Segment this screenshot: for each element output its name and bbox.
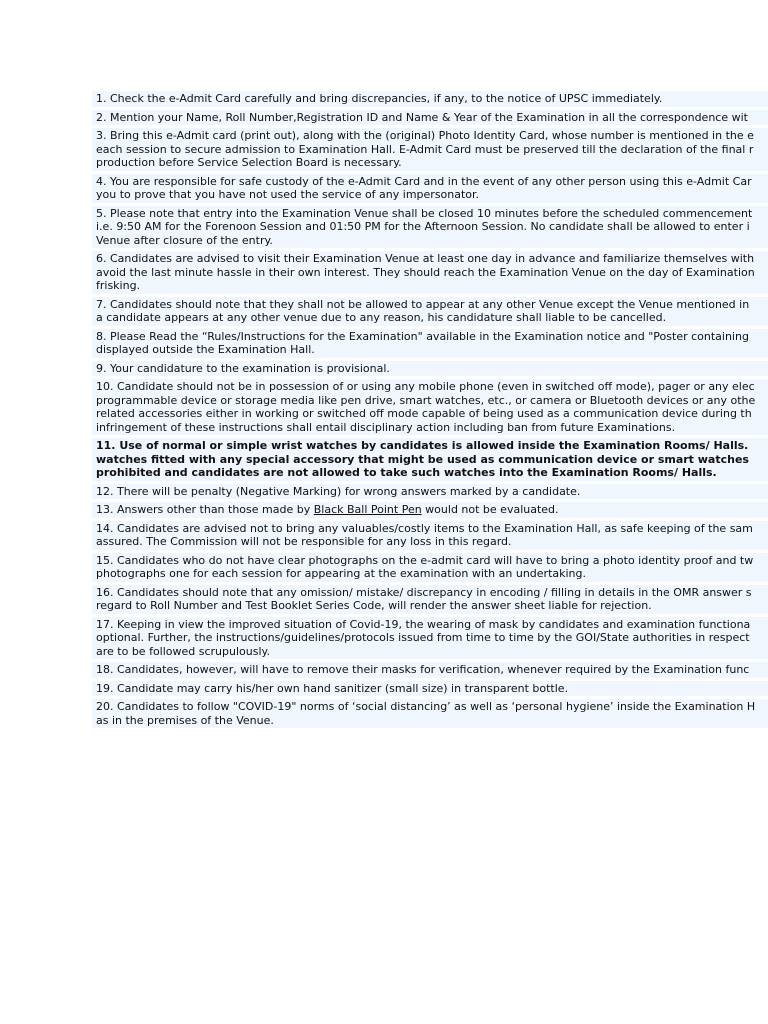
instruction-item-10: [92, 379, 768, 435]
instruction-text: regard to Roll Number and Test Booklet Series Code, will render the answer sheet liable for rejection.: [96, 599, 652, 612]
instruction-text: 16. Candidates should note that any omission/ mistake/ discrepancy in encoding / filling in details in the OMR answer s: [96, 585, 752, 599]
instructions-list: [92, 91, 768, 731]
instruction-text: Venue after closure of the entry.: [96, 233, 273, 247]
instruction-text: 15. Candidates who do not have clear photographs on the e-admit card will have to bring a photo identity proof and tw: [96, 553, 754, 567]
instruction-text: assured. The Commission will not be responsible for any loss in this regard.: [96, 535, 512, 548]
instruction-text: 6. Candidates are advised to visit their Examination Venue at least one day in advance and familiarize themselves with: [96, 252, 755, 265]
instruction-text: 17. Keeping in view the improved situation of Covid-19, the wearing of mask by candidates and examination functiona: [96, 617, 751, 631]
instruction-text: [96, 503, 764, 517]
instruction-text: 14. Candidates are advised not to bring any valuables/costly items to the Examination Hall, as safe keeping of the sam: [96, 521, 753, 535]
instruction-item-11: [92, 438, 768, 481]
instruction-text: as in the premises of the Venue.: [96, 713, 274, 727]
instruction-text: 5. Please note that entry into the Examination Venue shall be closed 10 minutes before the scheduled commencement: [96, 206, 753, 220]
instruction-text: avoid the last minute hassle in their own interest. They should reach the Examination Venue on the day of Examination: [96, 265, 755, 279]
instruction-text: prohibited and candidates are not allowed to take such watches into the Examination Rooms/ Halls.: [96, 466, 717, 479]
instruction-item-14: [92, 521, 768, 550]
instruction-text: 3. Bring this e-Admit card (print out), along with the (original) Photo Identity Card, whose number is mentioned in the e: [96, 129, 754, 142]
instruction-item-6: [92, 251, 768, 294]
instruction-text: 4. You are responsible for safe custody of the e-Admit Card and in the event of any other person using this e-Admit Car: [96, 174, 752, 188]
instruction-item-16: [92, 585, 768, 614]
instruction-text-part: would not be evaluated.: [421, 503, 559, 516]
instruction-item-12: [92, 484, 768, 500]
instruction-text: frisking.: [96, 279, 141, 292]
instruction-text: a candidate appears at any other venue due to any reason, his candidature shall liable to be cancelled.: [96, 311, 667, 324]
instruction-item-7: [92, 297, 768, 326]
instruction-item-19: [92, 681, 768, 697]
instruction-item-1: [92, 91, 768, 107]
instruction-text: i.e. 9:50 AM for the Forenoon Session and 01:50 PM for the Afternoon Session. No candidate shall be allowed to enter i: [96, 220, 750, 233]
instruction-text: programmable device or storage media like pen drive, smart watches, etc., or camera or Bluetooth devices or any othe: [96, 393, 756, 407]
underlined-pen-type: Black Ball Point Pen: [313, 503, 422, 516]
instruction-text: 9. Your candidature to the examination is provisional.: [96, 361, 390, 375]
instruction-item-8: [92, 329, 768, 358]
instruction-text: optional. Further, the instructions/guidelines/protocols issued from time to time by the GOI/State authorities in respect: [96, 631, 750, 644]
instruction-text: infringement of these instructions shall entail disciplinary action including ban from future Examinations.: [96, 420, 676, 434]
instruction-item-20: [92, 699, 768, 728]
instruction-text: 11. Use of normal or simple wrist watches by candidates is allowed inside the Examination Rooms/ Halls.: [96, 439, 749, 452]
instruction-text: 1. Check the e-Admit Card carefully and bring discrepancies, if any, to the notice of UPSC immediately.: [96, 92, 663, 105]
instruction-item-13: [92, 502, 768, 518]
instruction-item-18: [92, 662, 768, 678]
instruction-text: 20. Candidates to follow "COVID-19" norms of ‘social distancing’ as well as ‘personal hygiene’ inside the Examination H: [96, 700, 756, 713]
instruction-text: you to prove that you have not used the service of any impersonator.: [96, 188, 480, 201]
instruction-item-17: [92, 617, 768, 660]
instruction-text: 19. Candidate may carry his/her own hand sanitizer (small size) in transparent bottle.: [96, 681, 569, 695]
instruction-text: each session to secure admission to Examination Hall. E-Admit Card must be preserved till the declaration of the final r: [96, 142, 754, 156]
instruction-text: displayed outside the Examination Hall.: [96, 343, 315, 356]
instruction-text: 12. There will be penalty (Negative Marking) for wrong answers marked by a candidate.: [96, 484, 581, 498]
instruction-text: 2. Mention your Name, Roll Number,Registration ID and Name & Year of the Examination in all the correspondence wit: [96, 110, 748, 124]
instruction-text: 8. Please Read the “Rules/Instructions for the Examination" available in the Examination notice and "Poster containing: [96, 329, 749, 343]
instruction-item-2: [92, 110, 768, 126]
instruction-item-5: [92, 206, 768, 249]
instruction-item-15: [92, 553, 768, 582]
instruction-text: photographs one for each session for appearing at the examination with an undertaking.: [96, 567, 587, 580]
instruction-item-3: [92, 128, 768, 171]
instruction-item-4: [92, 174, 768, 203]
instruction-text: 18. Candidates, however, will have to remove their masks for verification, whenever required by the Examination func: [96, 663, 750, 676]
instruction-text: 7. Candidates should note that they shall not be allowed to appear at any other Venue except the Venue mentioned in: [96, 297, 750, 311]
instruction-item-9: [92, 361, 768, 377]
instruction-text: are to be followed scrupulously.: [96, 644, 270, 658]
instruction-text-part: 13. Answers other than those made by: [96, 503, 314, 516]
instruction-text: related accessories either in working or switched off mode capable of being used as a communication device during th: [96, 407, 752, 420]
instruction-text: watches fitted with any special accessory that might be used as communication device or smart watches: [96, 452, 749, 466]
instruction-text: production before Service Selection Board is necessary.: [96, 156, 402, 169]
instruction-text: 10. Candidate should not be in possession of or using any mobile phone (even in switched off mode), pager or any elec: [96, 380, 755, 393]
